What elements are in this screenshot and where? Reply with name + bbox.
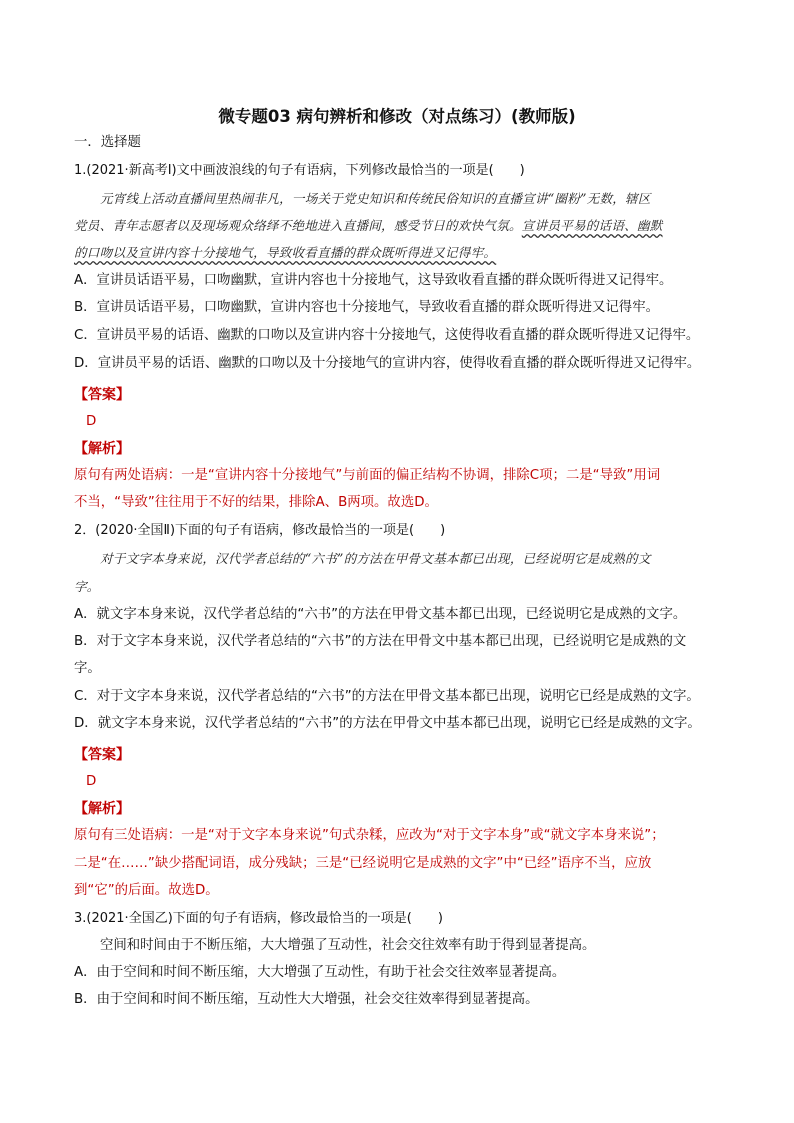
- question-2-analysis-line-3: 到“它”的后面。故选D。: [74, 883, 219, 898]
- question-1-option-a: A．宣讲员话语平易，口吻幽默，宣讲内容也十分接地气，这导致收看直播的群众既听得进又记得牢。: [74, 273, 673, 288]
- question-2-passage-line-1: 对于文字本身来说，汉代学者总结的“六书”的方法在甲骨文基本都已出现，已经说明它是成熟的文: [100, 551, 651, 566]
- question-1-answer-label: 【答案】: [74, 387, 130, 403]
- passage-text: 党员、青年志愿者以及现场观众络绎不绝地进入直播间，感受节日的欢快气氛。: [74, 218, 522, 233]
- question-1-passage-line-3: [74, 244, 734, 262]
- question-3-stem: 3.(2021·全国乙)下面的句子有语病，修改最恰当的一项是( ): [74, 911, 443, 926]
- question-1-option-b: B．宣讲员话语平易，口吻幽默，宣讲内容也十分接地气，导致收看直播的群众既听得进又记得牢。: [74, 300, 659, 315]
- question-1-option-d: D．宣讲员平易的话语、幽默的口吻以及十分接地气的宣讲内容，使得收看直播的群众既听得进又记得牢。: [74, 356, 701, 371]
- question-1-option-c: C．宣讲员平易的话语、幽默的口吻以及宣讲内容十分接地气，这使得收看直播的群众既听得进又记得牢。: [74, 328, 700, 343]
- question-2-analysis-line-2: 二是“在……”缺少搭配词语，成分残缺；三是“已经说明它是成熟的文字”中“已经”语序不当，应放: [74, 856, 652, 871]
- question-1-passage-line-2: [74, 217, 734, 235]
- question-3-option-b: B．由于空间和时间不断压缩，互动性大大增强，社会交往效率得到显著提高。: [74, 992, 539, 1007]
- question-2-analysis-label: 【解析】: [74, 801, 130, 817]
- wavy-underlined-sentence: 宣讲员平易的话语、幽默: [521, 218, 663, 233]
- question-2-analysis-line-1: 原句有三处语病：一是“对于文字本身来说”句式杂糅，应改为“对于文字本身”或“就文字本身来说”；: [74, 828, 665, 843]
- question-1-passage-line-1: 元宵线上活动直播间里热闹非凡，一场关于党史知识和传统民俗知识的直播宣讲“圈粉”无数，辖区: [100, 191, 651, 206]
- question-2-option-d: D．就文字本身来说，汉代学者总结的“六书”的方法在甲骨文中基本都已出现，说明它已经是成熟的文字。: [74, 716, 701, 731]
- question-2-option-c: C．对于文字本身来说，汉代学者总结的“六书”的方法在甲骨文基本都已出现，说明它已经是成熟的文字。: [74, 689, 700, 704]
- question-2-option-b-line-1: B．对于文字本身来说，汉代学者总结的“六书”的方法在甲骨文中基本都已出现，已经说明它是成熟的文: [74, 634, 687, 649]
- question-1-analysis-line-2: 不当，“导致”往往用于不好的结果，排除A、B两项。故选D。: [74, 495, 438, 510]
- question-2-option-b-line-2: 字。: [74, 661, 101, 676]
- question-2-answer-label: 【答案】: [74, 747, 130, 763]
- question-1-answer: D: [86, 414, 97, 429]
- question-2-answer: D: [86, 774, 97, 789]
- question-1-analysis-label: 【解析】: [74, 441, 130, 457]
- wavy-underlined-sentence: 的口吻以及宣讲内容十分接地气，导致收看直播的群众既听得进又记得牢。: [74, 245, 497, 260]
- question-2-option-a: A．就文字本身来说，汉代学者总结的“六书”的方法在甲骨文基本都已出现，已经说明它是成熟的文字。: [74, 607, 687, 622]
- question-1-analysis-line-1: 原句有两处语病：一是“宣讲内容十分接地气”与前面的偏正结构不协调，排除C项；二是“导致”用词: [74, 468, 661, 483]
- section-heading: 一．选择题: [74, 135, 141, 150]
- question-3-passage: 空间和时间由于不断压缩，大大增强了互动性，社会交往效率有助于得到显著提高。: [100, 938, 596, 953]
- question-2-passage-line-2: 字。: [74, 579, 100, 594]
- page-title: 微专题03 病句辨析和修改（对点练习）(教师版): [218, 107, 576, 126]
- question-1-stem: 1.(2021·新高考Ⅰ)文中画波浪线的句子有语病，下列修改最恰当的一项是( ): [74, 163, 525, 178]
- question-3-option-a: A．由于空间和时间不断压缩，大大增强了互动性，有助于社会交往效率显著提高。: [74, 965, 566, 980]
- question-2-stem: 2．(2020·全国Ⅱ)下面的句子有语病，修改最恰当的一项是( ): [74, 523, 446, 538]
